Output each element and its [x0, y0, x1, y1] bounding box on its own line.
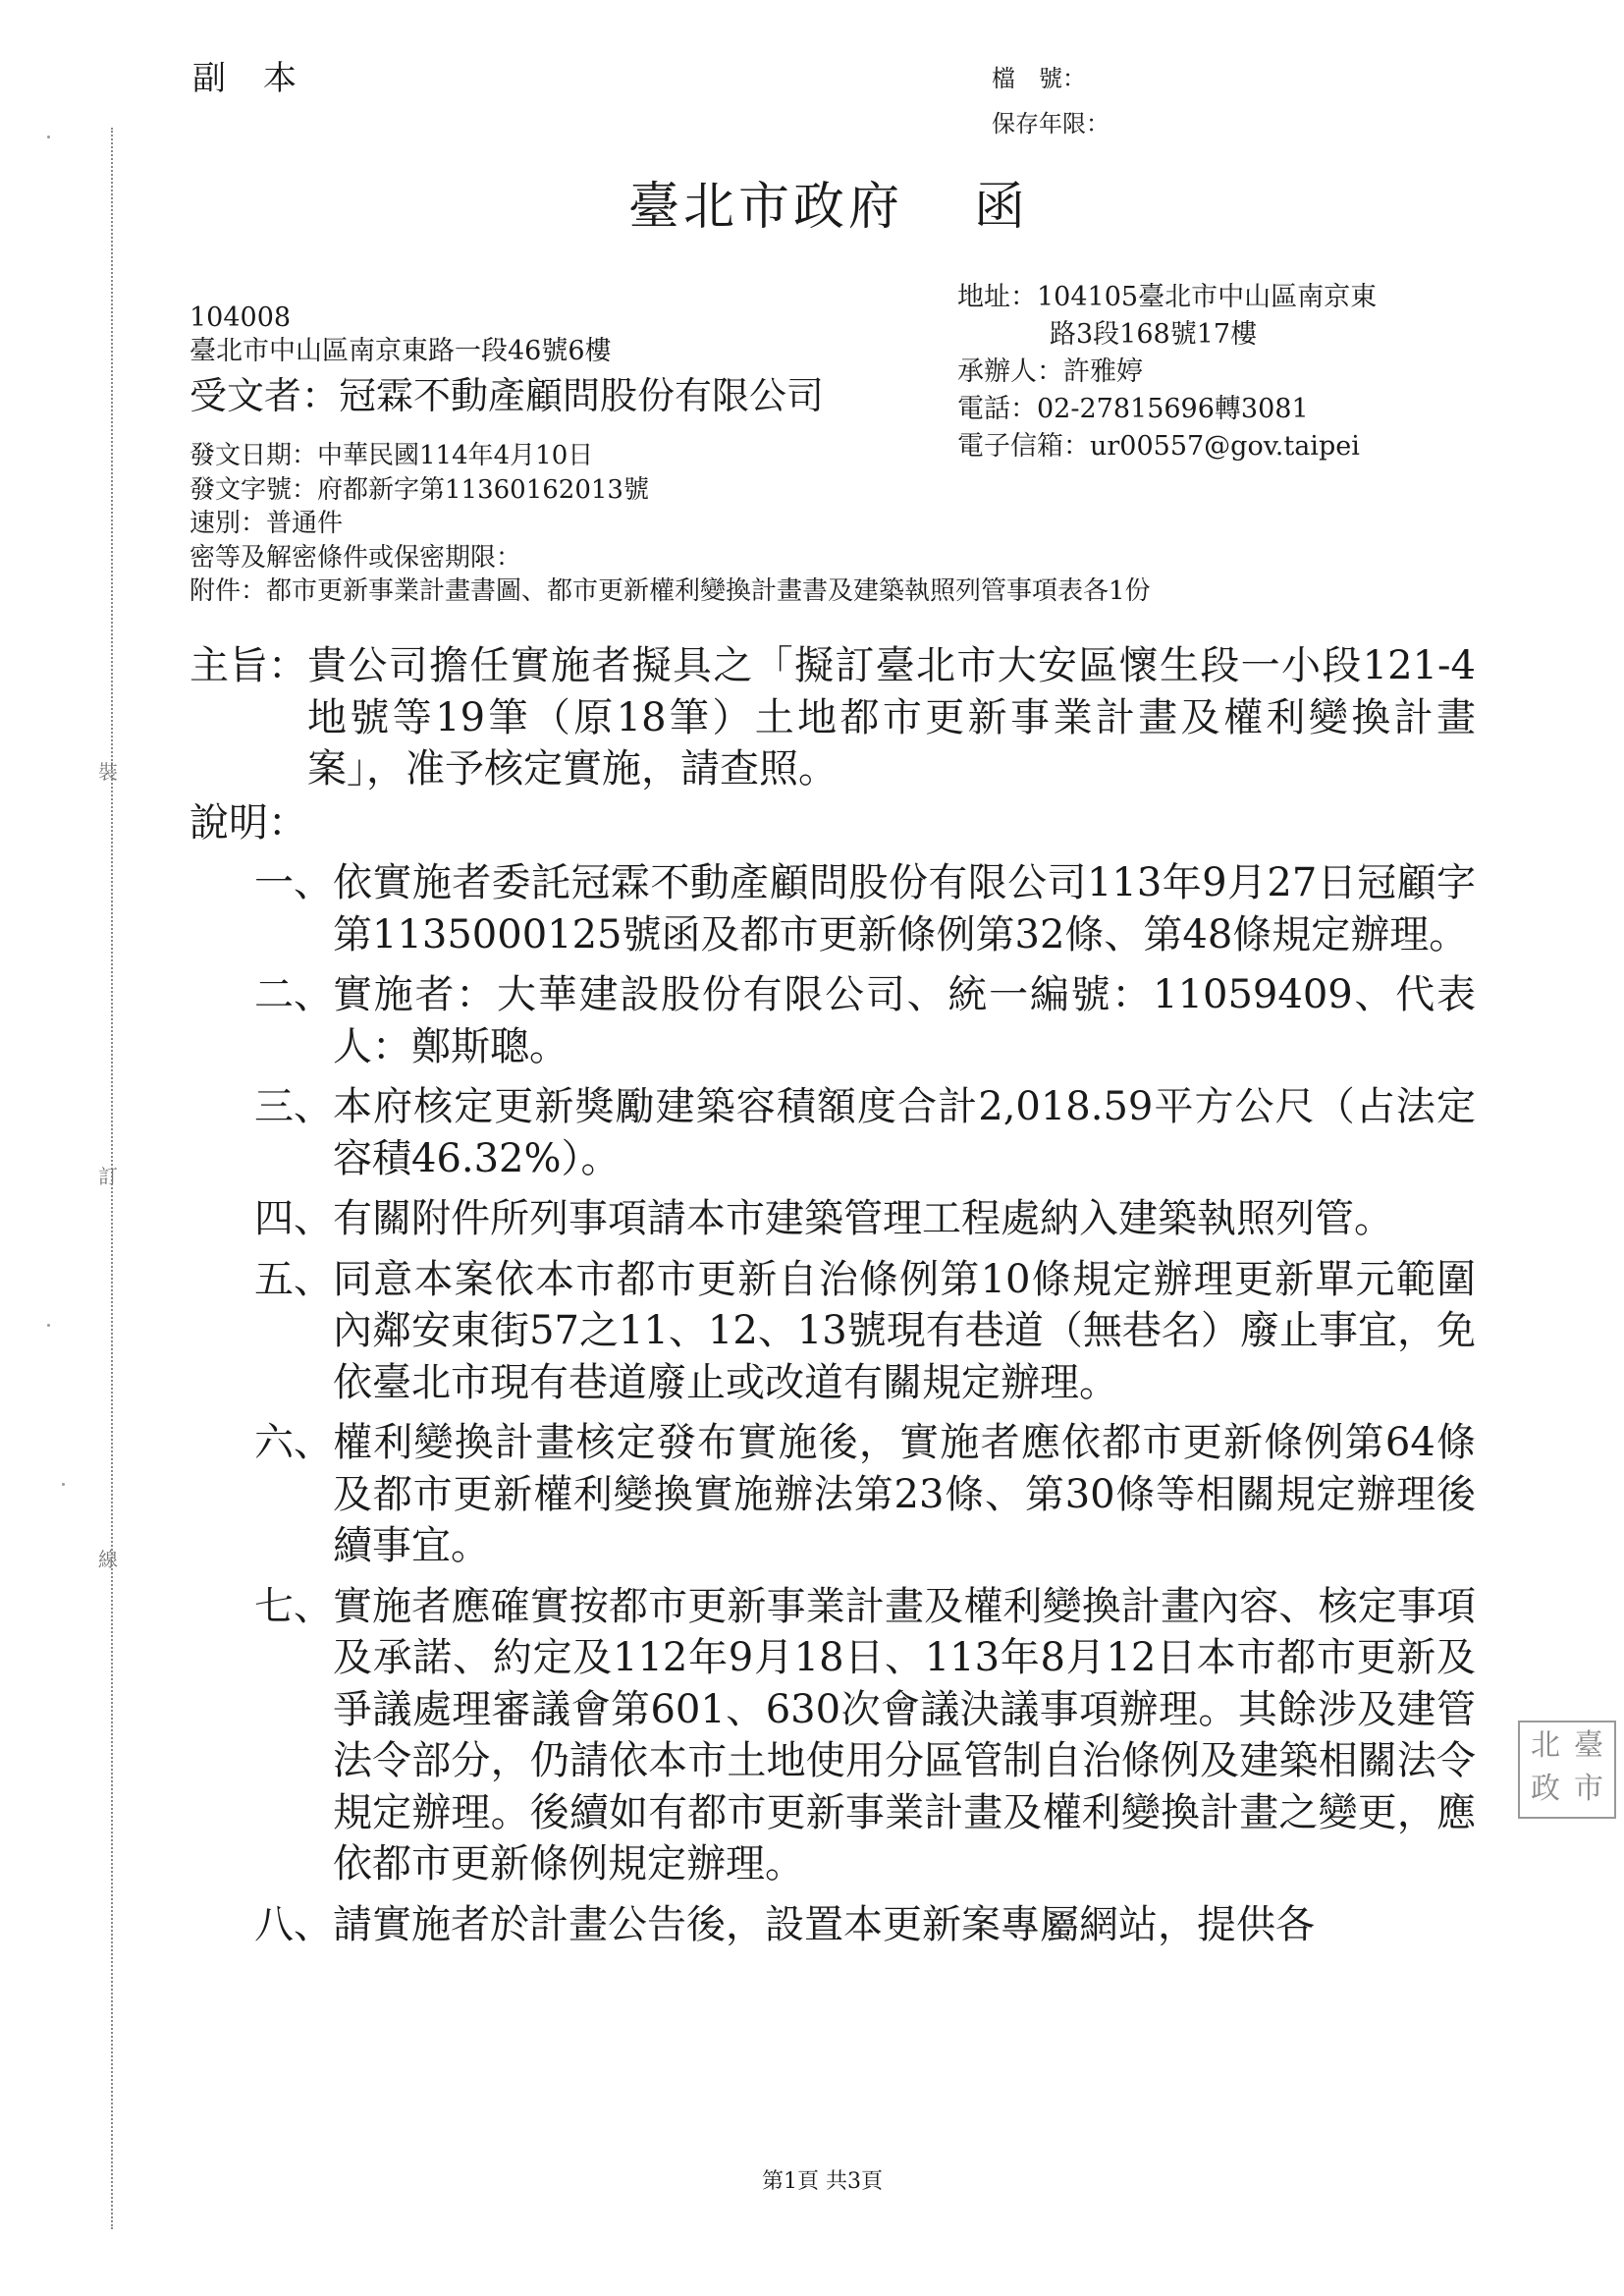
- item-text: 本府核定更新獎勵建築容積額度合計2,018.59平方公尺（占法定容積46.32%）。: [333, 1084, 1476, 1181]
- item-text: 實施者應確實按都市更新事業計畫及權利變換計畫內容、核定事項及承諾、約定及112年9月18日、113年8月12日本市都市更新及爭議處理審議會第601、630次會議決議事項辦理。其餘涉及建管法令部分，仍請依本市土地使用分區管制自治條例及建築相關法令規定辦理。後續如有都市更新事業計畫及權利變換計畫之變更，應依都市更新條例規定辦理。: [333, 1583, 1476, 1886]
- explanation-item: [189, 1081, 1476, 1184]
- sender-phone: 電話：02-27815696轉3081: [957, 394, 1309, 424]
- attachment: 附件：都市更新事業計畫書圖、都市更新權利變換計畫書及建築執照列管事項表各1份: [189, 576, 1151, 606]
- item-number: 五、: [254, 1256, 333, 1302]
- item-text: 依實施者委託冠霖不動產顧問股份有限公司113年9月27日冠顧字第1135000125號函及都市更新條例第32條、第48條規定辦理。: [333, 860, 1476, 957]
- document-fields: [189, 439, 1151, 609]
- explanation-item: [189, 857, 1476, 960]
- sender-address-line1: 地址：104105臺北市中山區南京東: [957, 282, 1378, 312]
- sender-info: [957, 279, 1377, 465]
- recipient-name: 受文者：冠霖不動產顧問股份有限公司: [189, 374, 825, 417]
- recipient-postal-code: 104008: [189, 302, 292, 333]
- document-title: [628, 165, 1029, 239]
- explanation-item: [189, 969, 1476, 1072]
- subject-text: 貴公司擔任實施者擬具之「擬訂臺北市大安區懷生段一小段121-4地號等19筆（原18筆）土地都市更新事業計畫及權利變換計畫案」，准予核定實施，請查照。: [307, 643, 1476, 792]
- scan-speck: [47, 1324, 50, 1327]
- priority: 速別：普通件: [189, 509, 344, 538]
- scan-speck: [62, 1483, 65, 1486]
- explanation-item: [189, 1581, 1476, 1890]
- explanation-item: [189, 1254, 1476, 1409]
- letter-body: [189, 640, 1476, 1950]
- item-text: 實施者：大華建設股份有限公司、統一編號：11059409、代表人：鄭斯聰。: [333, 972, 1476, 1069]
- item-text: 同意本案依本市都市更新自治條例第10條規定辦理更新單元範圍內鄰安東街57之11、12、13號現有巷道（無巷名）廢止事宜，免依臺北市現有巷道廢止或改道有關規定辦理。: [333, 1256, 1476, 1405]
- binding-mark-2: 訂: [98, 1165, 118, 1188]
- item-number: 一、: [254, 860, 333, 905]
- sender-email: 電子信箱：ur00557@gov.taipei: [957, 431, 1360, 462]
- item-text: 權利變換計畫核定發布實施後，實施者應依都市更新條例第64條及都市更新權利變換實施辦法第23條、第30條等相關規定辦理後續事宜。: [333, 1420, 1476, 1568]
- copy-mark: 副本: [192, 59, 334, 98]
- file-number-label: 檔 號：: [992, 65, 1086, 92]
- official-seal: [1518, 1721, 1616, 1819]
- page-number: 第1頁 共3頁: [762, 2169, 883, 2194]
- item-text: 請實施者於計畫公告後，設置本更新案專屬網站，提供各: [333, 1901, 1315, 1947]
- explanation-item: [189, 1193, 1476, 1245]
- security-level: 密等及解密條件或保密期限：: [189, 542, 522, 573]
- explanation-list: [189, 857, 1476, 1950]
- item-number: 二、: [254, 972, 333, 1017]
- item-number: 八、: [254, 1901, 333, 1947]
- binding-mark-3: 線: [98, 1548, 118, 1571]
- explanation-item: [189, 1899, 1476, 1951]
- subject-label: 主旨：: [189, 643, 307, 688]
- explanation-label: 說明：: [189, 799, 307, 846]
- issuing-organization: 臺北市政府: [628, 178, 904, 237]
- recipient-info: [189, 301, 824, 419]
- reference-number: 發文字號：府都新字第11360162013號: [189, 474, 649, 505]
- seal-char: 臺: [1574, 1728, 1603, 1763]
- item-number: 四、: [254, 1196, 333, 1241]
- seal-char: 政: [1531, 1772, 1560, 1806]
- sender-address-line2: 路3段168號17樓: [1050, 319, 1258, 350]
- retention-period-label: 保存年限：: [992, 110, 1110, 137]
- item-number: 六、: [254, 1420, 333, 1465]
- sender-handler: 承辦人：許雅婷: [957, 356, 1143, 387]
- issue-date: 發文日期：中華民國114年4月10日: [189, 441, 594, 470]
- seal-char: 北: [1531, 1728, 1560, 1763]
- seal-char: 市: [1574, 1772, 1603, 1806]
- item-text: 有關附件所列事項請本市建築管理工程處納入建築執照列管。: [333, 1196, 1393, 1241]
- binding-mark-1: 裝: [98, 760, 118, 784]
- document-type: 函: [974, 178, 1030, 237]
- explanation-item: [189, 1417, 1476, 1572]
- item-number: 三、: [254, 1084, 333, 1129]
- recipient-address: 臺北市中山區南京東路一段46號6樓: [189, 336, 612, 366]
- item-number: 七、: [254, 1583, 333, 1629]
- scan-speck: [47, 136, 50, 138]
- subject-section: [189, 640, 1476, 795]
